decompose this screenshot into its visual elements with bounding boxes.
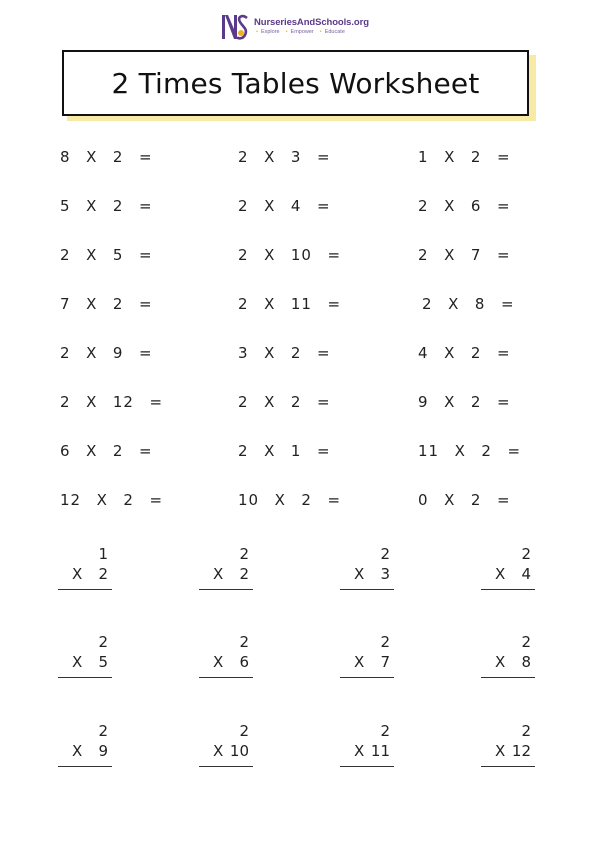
problem-text: 2 X 3 = xyxy=(238,148,331,166)
multiplicand: 1 xyxy=(98,545,108,563)
problem-text: 4 X 2 = xyxy=(418,344,511,362)
multiplier: 10 xyxy=(229,742,249,760)
multiply-sign: X xyxy=(495,565,506,583)
answer-line xyxy=(340,766,394,767)
answer-line xyxy=(58,677,112,678)
problem-text: 8 X 2 = xyxy=(60,148,153,166)
answer-line xyxy=(481,766,535,767)
multiplicand: 2 xyxy=(239,722,249,740)
vertical-problem xyxy=(58,633,112,683)
answer-line xyxy=(340,677,394,678)
vertical-problem xyxy=(340,722,394,772)
vertical-problem xyxy=(340,633,394,683)
problem-text: 3 X 2 = xyxy=(238,344,331,362)
tagline-item: • Empower xyxy=(286,28,314,37)
multiplier: 7 xyxy=(380,653,390,671)
multiplicand: 2 xyxy=(521,633,531,651)
problem-text: 2 X 9 = xyxy=(60,344,153,362)
multiplier: 11 xyxy=(370,742,390,760)
answer-line xyxy=(199,766,253,767)
brand-name: NurseriesAndSchools.org xyxy=(254,17,369,28)
ns-logo-icon xyxy=(220,12,250,42)
multiplicand: 2 xyxy=(98,633,108,651)
multiplicand: 2 xyxy=(239,545,249,563)
multiply-sign: X xyxy=(72,742,83,760)
problem-text: 7 X 2 = xyxy=(60,295,153,313)
problem-text: 2 X 5 = xyxy=(60,246,153,264)
multiplicand: 2 xyxy=(380,722,390,740)
problem-text: 2 X 2 = xyxy=(238,393,331,411)
answer-line xyxy=(58,766,112,767)
multiply-sign: X xyxy=(354,742,365,760)
vertical-problem xyxy=(58,545,112,595)
vertical-problem xyxy=(481,633,535,683)
multiply-sign: X xyxy=(354,653,365,671)
multiply-sign: X xyxy=(72,565,83,583)
tagline-item: • Explore xyxy=(256,28,280,37)
vertical-problem xyxy=(58,722,112,772)
answer-line xyxy=(481,589,535,590)
multiply-sign: X xyxy=(213,742,224,760)
problem-text: 2 X 4 = xyxy=(238,197,331,215)
multiplier: 2 xyxy=(98,565,108,583)
multiplicand: 2 xyxy=(239,633,249,651)
multiply-sign: X xyxy=(213,653,224,671)
multiplicand: 2 xyxy=(521,722,531,740)
answer-line xyxy=(199,589,253,590)
problem-text: 6 X 2 = xyxy=(60,442,153,460)
problem-text: 2 X 1 = xyxy=(238,442,331,460)
problem-text: 9 X 2 = xyxy=(418,393,511,411)
problem-text: 2 X 12 = xyxy=(60,393,164,411)
vertical-problem xyxy=(199,545,253,595)
problem-text: 11 X 2 = xyxy=(418,442,522,460)
vertical-problem xyxy=(340,545,394,595)
multiplier: 9 xyxy=(98,742,108,760)
problem-text: 1 X 2 = xyxy=(418,148,511,166)
multiplier: 6 xyxy=(239,653,249,671)
multiplicand: 2 xyxy=(98,722,108,740)
answer-line xyxy=(199,677,253,678)
vertical-problem xyxy=(481,545,535,595)
multiply-sign: X xyxy=(72,653,83,671)
brand-tagline xyxy=(256,28,369,37)
answer-line xyxy=(481,677,535,678)
multiply-sign: X xyxy=(213,565,224,583)
vertical-problem xyxy=(199,722,253,772)
problem-text: 5 X 2 = xyxy=(60,197,153,215)
multiplier: 12 xyxy=(511,742,531,760)
multiplier: 3 xyxy=(380,565,390,583)
problem-text: 2 X 7 = xyxy=(418,246,511,264)
problem-text: 2 X 10 = xyxy=(238,246,342,264)
vertical-problem xyxy=(199,633,253,683)
answer-line xyxy=(340,589,394,590)
problem-text: 2 X 11 = xyxy=(238,295,342,313)
problem-text: 12 X 2 = xyxy=(60,491,164,509)
title-box xyxy=(62,50,529,116)
problem-text: 2 X 6 = xyxy=(418,197,511,215)
tagline-item: • Educate xyxy=(320,28,345,37)
problem-text: 2 X 8 = xyxy=(422,295,515,313)
multiplicand: 2 xyxy=(380,545,390,563)
problem-text: 10 X 2 = xyxy=(238,491,342,509)
multiplier: 2 xyxy=(239,565,249,583)
multiplicand: 2 xyxy=(521,545,531,563)
multiplier: 8 xyxy=(521,653,531,671)
answer-line xyxy=(58,589,112,590)
multiplier: 5 xyxy=(98,653,108,671)
page-title: 2 Times Tables Worksheet xyxy=(111,66,480,100)
brand-logo xyxy=(220,12,369,42)
multiply-sign: X xyxy=(354,565,365,583)
problem-text: 0 X 2 = xyxy=(418,491,511,509)
multiplicand: 2 xyxy=(380,633,390,651)
multiply-sign: X xyxy=(495,742,506,760)
multiplier: 4 xyxy=(521,565,531,583)
vertical-problem xyxy=(481,722,535,772)
multiply-sign: X xyxy=(495,653,506,671)
